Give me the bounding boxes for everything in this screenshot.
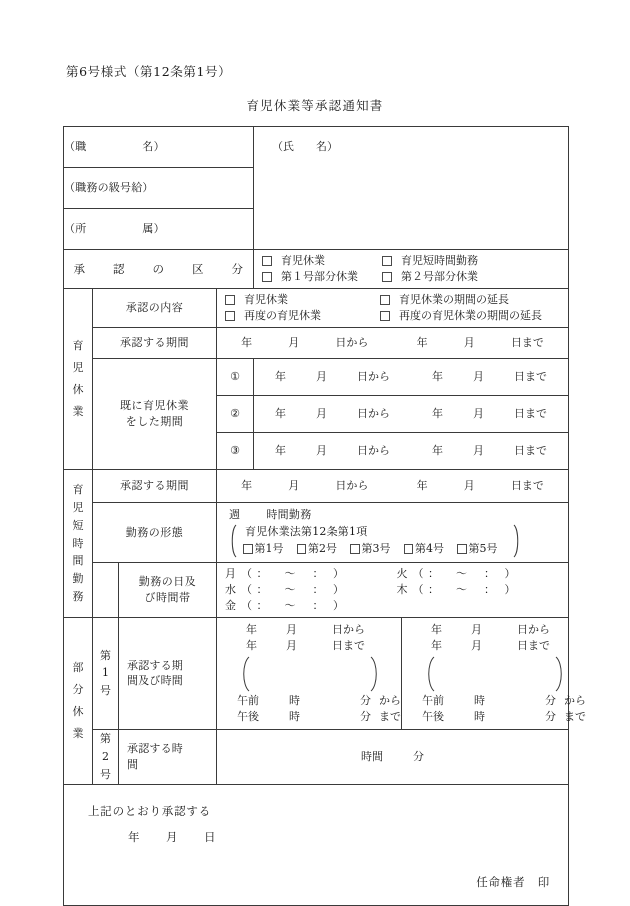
bracket-left-icon — [227, 524, 237, 558]
past-leave-dates-2 — [254, 396, 569, 433]
partial-block-2-times: 午前 時 分 から 午後 時 分 まで — [422, 693, 586, 724]
date-to: 年 月 日まで — [432, 407, 548, 421]
partial-item1-label: 第 1 号 — [93, 617, 119, 729]
law-option-checkboxes — [239, 541, 511, 557]
checkbox-option-law-4[interactable]: 第4号 — [404, 541, 445, 557]
section-label-partial-leave: 部 分 休 業 — [64, 617, 93, 784]
checkbox-option-law-3[interactable]: 第3号 — [350, 541, 391, 557]
row-partial-item1 — [64, 617, 569, 729]
checkbox-option-leave-extension[interactable]: 育児休業の期間の延長 — [380, 292, 509, 308]
checkbox-option-leave-again-extension[interactable]: 再度の育児休業の期間の延長 — [380, 308, 542, 324]
checkbox-icon[interactable] — [225, 311, 235, 321]
date-to: 年 月 日まで — [432, 370, 548, 384]
checkbox-option-tanjikan-kinmu[interactable]: 育児短時間勤務 — [382, 253, 478, 269]
checkbox-option-ikuji-kyugyo[interactable]: 育児休業 — [262, 253, 382, 269]
leave-content-label: 承認の内容 — [93, 289, 217, 328]
brace-right-icon — [369, 656, 383, 692]
checkbox-icon[interactable] — [380, 311, 390, 321]
partial-block-2-brace — [402, 655, 586, 693]
weekly-hours-line: 週 時間勤務 — [229, 508, 312, 521]
approval-category-options — [254, 250, 569, 289]
checkbox-icon[interactable] — [350, 544, 360, 554]
date-from: 年 月 日から — [241, 336, 369, 350]
partial-item1-value — [217, 617, 586, 729]
approval-category-label: 承 認 の 区 分 — [64, 250, 254, 289]
row-leave-period — [64, 328, 569, 359]
checkbox-icon[interactable] — [404, 544, 414, 554]
checkbox-option-leave[interactable]: 育児休業 — [225, 292, 380, 308]
shorttime-form-value — [217, 503, 569, 563]
row-shorttime-form — [64, 503, 569, 563]
day-entry-tue[interactable]: 火 （ ： ～ ： ） — [396, 567, 516, 581]
checkbox-option-law-2[interactable]: 第2号 — [297, 541, 338, 557]
day-row-wed-thu — [225, 582, 568, 598]
past-leave-seq-3: ③ — [217, 433, 254, 470]
past-leave-dates-1 — [254, 359, 569, 396]
partial-item2-row-label: 承認する時 間 — [119, 729, 217, 784]
partial-block-2-dates: 年 月 日から 年 月 日まで — [431, 622, 550, 653]
checkbox-icon[interactable] — [225, 295, 235, 305]
salary-grade-label: （職務の級号給） — [64, 168, 254, 209]
row-past-leave-1 — [64, 359, 569, 396]
shorttime-period-label: 承認する期間 — [93, 470, 217, 503]
checkbox-icon[interactable] — [297, 544, 307, 554]
checkbox-icon[interactable] — [380, 295, 390, 305]
day-entry-wed[interactable]: 水 （ ： ～ ： ） — [225, 582, 344, 596]
checkbox-option-law-1[interactable]: 第1号 — [243, 541, 284, 557]
section-label-short-time-work: 育 児 短 時 間 勤 務 — [64, 470, 93, 618]
past-leave-seq-2: ② — [217, 396, 254, 433]
partial-item1-row-label: 承認する期 間及び時間 — [119, 617, 217, 729]
shorttime-days-label: 勤務の日及 び時間帯 — [119, 562, 217, 617]
day-entry-thu[interactable]: 木 （ ： ～ ： ） — [396, 582, 516, 596]
checkbox-icon[interactable] — [262, 256, 272, 266]
past-leave-seq-1: ① — [217, 359, 254, 396]
date-to: 年 月 日まで — [416, 336, 544, 350]
row-partial-item2 — [64, 729, 569, 784]
checkbox-icon[interactable] — [382, 272, 392, 282]
row-approval-category — [64, 250, 569, 289]
footer-cell — [64, 784, 569, 905]
approval-date: 年 月 日 — [128, 830, 216, 845]
checkbox-icon[interactable] — [382, 256, 392, 266]
affiliation-label: （所 属） — [64, 209, 254, 250]
checkbox-option-law-5[interactable]: 第5号 — [457, 541, 498, 557]
date-from: 年 月 日から — [275, 444, 391, 458]
position-label: （職 名） — [64, 127, 254, 168]
brace-left-icon — [422, 656, 436, 692]
document-title: 育児休業等承認通知書 — [246, 98, 384, 113]
brace-right-icon — [554, 656, 568, 692]
leave-period-label: 承認する期間 — [93, 328, 217, 359]
day-entry-fri[interactable]: 金 （ ： ～ ： ） — [225, 598, 344, 612]
past-leave-label: 既に育児休業 をした期間 — [93, 359, 217, 470]
row-leave-content — [64, 289, 569, 328]
partial-block-1 — [217, 618, 402, 729]
checkbox-option-dai1go-bubun[interactable]: 第１号部分休業 — [262, 269, 382, 285]
approval-form-table — [63, 126, 586, 906]
partial-item2-value: 時間 分 — [217, 729, 569, 784]
partial-block-1-dates: 年 月 日から 年 月 日まで — [246, 622, 365, 653]
leave-period-dates — [217, 328, 569, 359]
row-shorttime-period — [64, 470, 569, 503]
checkbox-icon[interactable] — [243, 544, 253, 554]
section-label-childcare-leave: 育 児 休 業 — [64, 289, 93, 470]
row-shorttime-days — [64, 562, 569, 617]
checkbox-icon[interactable] — [262, 272, 272, 282]
day-row-fri — [225, 598, 568, 614]
shorttime-days-value — [217, 562, 569, 617]
partial-block-1-times: 午前 時 分 から 午後 時 分 まで — [237, 693, 401, 724]
law-bracket-group — [227, 524, 568, 558]
checkbox-option-leave-again[interactable]: 再度の育児休業 — [225, 308, 380, 324]
date-from: 年 月 日から — [275, 407, 391, 421]
row-position — [64, 127, 569, 168]
shorttime-period-dates — [217, 470, 569, 503]
partial-item2-label: 第 2 号 — [93, 729, 119, 784]
partial-block-1-brace — [217, 655, 401, 693]
leave-content-options — [217, 289, 569, 328]
bracket-right-icon — [513, 524, 523, 558]
day-entry-mon[interactable]: 月 （ ： ～ ： ） — [225, 567, 344, 581]
day-row-mon-tue — [225, 566, 568, 582]
date-to: 年 月 日まで — [432, 444, 548, 458]
row-footer — [64, 784, 569, 905]
partial-block-2 — [402, 618, 586, 729]
approval-statement: 上記のとおり承認する — [88, 803, 211, 818]
date-from: 年 月 日から — [275, 370, 391, 384]
checkbox-option-dai2go-bubun[interactable]: 第２号部分休業 — [382, 269, 478, 285]
form-number: 第6号様式（第12条第1号） — [66, 64, 232, 79]
name-label: （氏 名） — [254, 127, 569, 250]
date-to: 年 月 日まで — [416, 479, 544, 493]
date-from: 年 月 日から — [241, 479, 369, 493]
brace-left-icon — [237, 656, 251, 692]
past-leave-dates-3 — [254, 433, 569, 470]
shorttime-form-label: 勤務の形態 — [93, 503, 217, 563]
signer-line: 任命権者 印 — [476, 875, 551, 890]
law-reference-text: 育児休業法第12条第1項 — [245, 524, 368, 538]
checkbox-icon[interactable] — [457, 544, 467, 554]
